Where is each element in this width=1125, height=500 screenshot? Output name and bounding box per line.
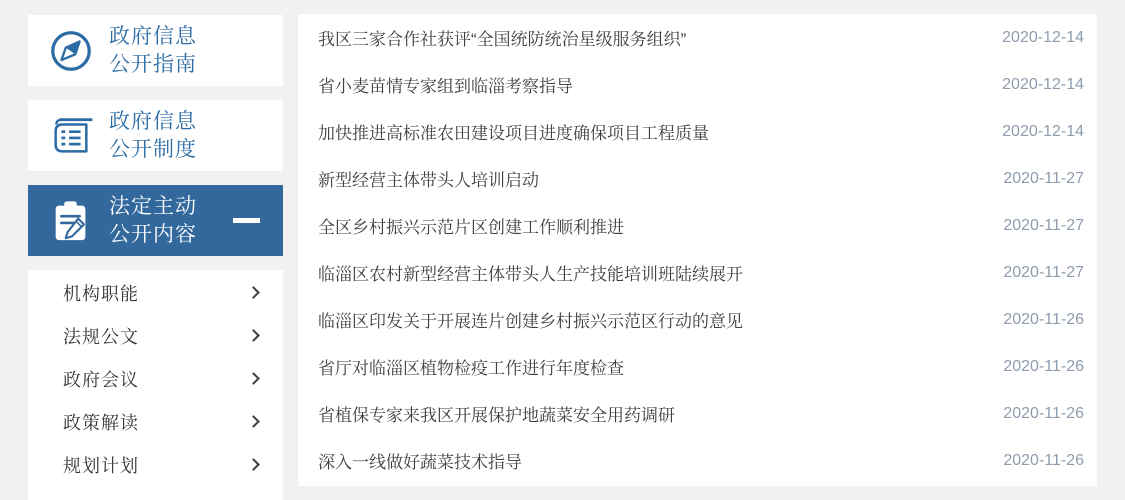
submenu-label: 政策解读 bbox=[63, 412, 139, 433]
news-title-link[interactable]: 省植保专家来我区开展保护地蔬菜安全用药调研 bbox=[318, 406, 675, 425]
news-row bbox=[298, 249, 1097, 296]
news-row bbox=[298, 61, 1097, 108]
news-date: 2020-11-26 bbox=[1003, 451, 1084, 469]
sidebar bbox=[28, 15, 283, 500]
sidebar-item-label: 政府信息 公开制度 bbox=[109, 109, 197, 161]
sidebar-item-disclosure-guide[interactable] bbox=[28, 15, 283, 86]
news-row bbox=[298, 296, 1097, 343]
news-row bbox=[298, 14, 1097, 61]
compass-icon bbox=[48, 28, 94, 74]
submenu-label: 规划计划 bbox=[63, 455, 139, 476]
clipboard-pen-icon bbox=[48, 198, 94, 244]
chevron-right-icon bbox=[247, 415, 260, 428]
news-list-panel bbox=[298, 14, 1097, 486]
chevron-right-icon bbox=[247, 372, 260, 385]
news-date: 2020-11-27 bbox=[1003, 216, 1084, 234]
news-row bbox=[298, 202, 1097, 249]
notebook-icon bbox=[48, 113, 94, 159]
news-title-link[interactable]: 我区三家合作社获评“全国统防统治星级服务组织” bbox=[318, 30, 687, 49]
sidebar-item-label: 政府信息 公开指南 bbox=[109, 24, 197, 76]
news-row bbox=[298, 343, 1097, 390]
news-date: 2020-11-26 bbox=[1003, 310, 1084, 328]
chevron-right-icon bbox=[247, 329, 260, 342]
submenu-item-gov-meetings[interactable] bbox=[28, 357, 283, 400]
news-date: 2020-12-14 bbox=[1002, 75, 1084, 93]
news-title-link[interactable]: 临淄区农村新型经营主体带头人生产技能培训班陆续展开 bbox=[318, 265, 743, 284]
submenu-label: 法规公文 bbox=[63, 326, 139, 347]
news-title-link[interactable]: 加快推进高标准农田建设项目进度确保项目工程质量 bbox=[318, 124, 709, 143]
submenu-item-planning[interactable] bbox=[28, 443, 283, 486]
news-date: 2020-11-27 bbox=[1003, 169, 1084, 187]
collapse-minus-icon[interactable] bbox=[233, 218, 260, 223]
submenu-label: 机构职能 bbox=[63, 283, 139, 304]
sidebar-item-label: 法定主动 公开内容 bbox=[109, 194, 197, 246]
news-title-link[interactable]: 全区乡村振兴示范片区创建工作顺利推进 bbox=[318, 218, 624, 237]
news-title-link[interactable]: 深入一线做好蔬菜技术指导 bbox=[318, 453, 522, 472]
news-date: 2020-12-14 bbox=[1002, 28, 1084, 46]
news-row bbox=[298, 108, 1097, 155]
news-row bbox=[298, 437, 1097, 484]
chevron-right-icon bbox=[247, 286, 260, 299]
news-title-link[interactable]: 省厅对临淄区植物检疫工作进行年度检查 bbox=[318, 359, 624, 378]
sidebar-item-statutory-disclosure[interactable] bbox=[28, 185, 283, 256]
sidebar-submenu bbox=[28, 270, 283, 500]
submenu-item-org-functions[interactable] bbox=[28, 271, 283, 314]
submenu-item-policy-interpretation[interactable] bbox=[28, 400, 283, 443]
sidebar-item-disclosure-system[interactable] bbox=[28, 100, 283, 171]
news-date: 2020-11-27 bbox=[1003, 263, 1084, 281]
news-row bbox=[298, 390, 1097, 437]
news-title-link[interactable]: 新型经营主体带头人培训启动 bbox=[318, 171, 539, 190]
submenu-label: 政府会议 bbox=[63, 369, 139, 390]
news-row bbox=[298, 155, 1097, 202]
chevron-right-icon bbox=[247, 458, 260, 471]
news-date: 2020-12-14 bbox=[1002, 122, 1084, 140]
news-title-link[interactable]: 省小麦苗情专家组到临淄考察指导 bbox=[318, 77, 573, 96]
news-date: 2020-11-26 bbox=[1003, 404, 1084, 422]
news-date: 2020-11-26 bbox=[1003, 357, 1084, 375]
news-title-link[interactable]: 临淄区印发关于开展连片创建乡村振兴示范区行动的意见 bbox=[318, 312, 743, 331]
submenu-item-laws-documents[interactable] bbox=[28, 314, 283, 357]
